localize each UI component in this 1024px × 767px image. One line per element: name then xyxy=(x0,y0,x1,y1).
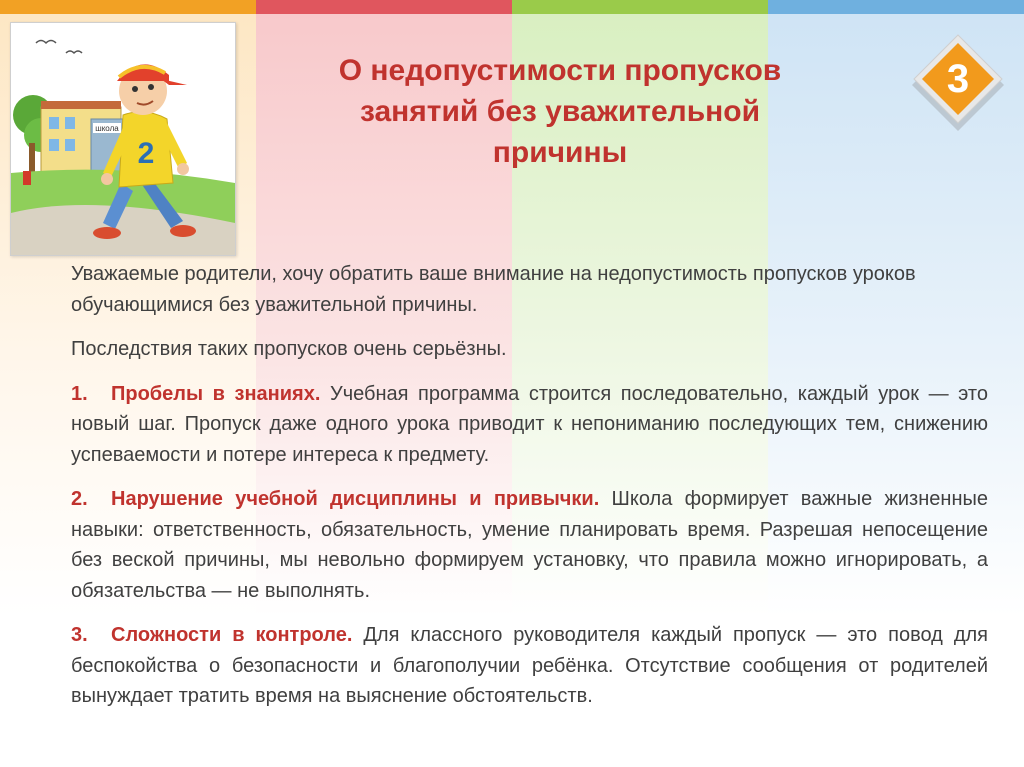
schoolboy-drawing xyxy=(11,23,235,255)
top-bar-green xyxy=(512,0,768,14)
list-item-text: Для классного руководителя каждый пропуск — это повод для беспокойства о безопасности и благополучии ребёнка. Отсутствие сообщения от родителей вынуждает тратить время на выяснение обстоятельств. xyxy=(71,624,988,707)
consequences-paragraph: Последствия таких пропусков очень серьёзны. xyxy=(71,338,507,360)
list-item xyxy=(71,620,988,712)
bird-icon xyxy=(66,51,82,53)
boy-hand-right xyxy=(177,163,189,175)
list-item-text: Школа формирует важные жизненные навыки: ответственность, обязательность, умение планировать время. Разрешая непосещение без веской причины, мы невольно формируем установку, что правила можно игнорировать, а обязательства — не выполнять. xyxy=(71,488,988,602)
school-window xyxy=(65,117,75,129)
school-window xyxy=(49,117,59,129)
tree-trunk xyxy=(29,143,35,173)
list-item-text: Учебная программа строится последовательно, каждый урок — это новый шаг. Пропуск даже одного урока приводит к непониманию последующих тем, снижению успеваемости и потере интереса к предмету. xyxy=(71,382,988,466)
school-roof xyxy=(41,101,121,109)
boy-eye xyxy=(132,86,138,92)
slide-number-badge xyxy=(908,33,1008,133)
boy-eye xyxy=(148,84,154,90)
bird-icon xyxy=(36,41,56,44)
boy-hand-left xyxy=(101,173,113,185)
slide-number: 3 xyxy=(946,57,970,101)
list-item xyxy=(71,484,988,606)
slide-title: О недопустимости пропусков занятий без уважительной причины xyxy=(338,54,782,169)
list-item-number: 2. xyxy=(71,488,88,510)
list-item-number: 3. xyxy=(71,624,88,646)
schoolboy-illustration xyxy=(10,22,236,256)
school-window xyxy=(65,139,75,151)
mailbox xyxy=(23,171,31,185)
list-item-heading: Нарушение учебной дисциплины и привычки. xyxy=(111,488,600,510)
top-bar-blue xyxy=(768,0,1024,14)
shirt-number-text: 2 xyxy=(137,137,155,170)
list-item-heading: Пробелы в знаниях. xyxy=(111,382,321,405)
boy-shoe-right xyxy=(170,225,196,237)
slide-body xyxy=(71,259,988,712)
list-item-heading: Сложности в контроле. xyxy=(111,624,353,646)
list-item xyxy=(71,379,988,471)
list-item-number: 1. xyxy=(71,382,88,405)
school-sign-text: школа xyxy=(95,124,119,133)
top-bar-red xyxy=(256,0,512,14)
school-window xyxy=(49,139,59,151)
top-bar-orange xyxy=(0,0,256,14)
intro-paragraph: Уважаемые родители, хочу обратить ваше внимание на недопустимость пропусков уроков обучающимися без уважительной причины. xyxy=(71,263,916,316)
boy-shoe-left xyxy=(93,227,121,239)
